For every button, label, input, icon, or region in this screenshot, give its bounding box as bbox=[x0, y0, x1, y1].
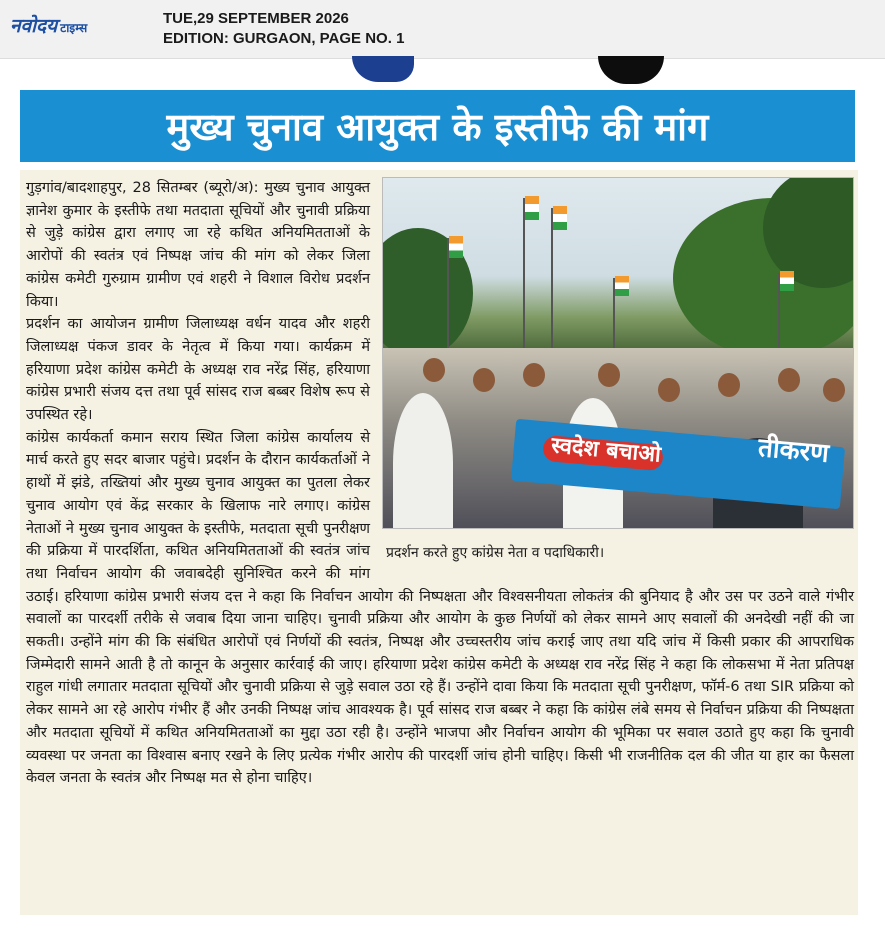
article-paragraph: प्रदर्शन का आयोजन ग्रामीण जिलाध्यक्ष वर्धन यादव और शहरी जिलाध्यक्ष पंकज डावर के नेतृत्व में किया गया। कार्यक्रम में हरियाणा प्रदेश कांग्रेस कमेटी के अध्यक्ष राव नरेंद्र सिंह, हरियाणा कांग्रेस प्रभारी संजय दत्त तथा पूर्व सांसद राज बब्बर विशेष रूप से उपस्थित रहे। bbox=[26, 316, 370, 424]
article-paragraph: कांग्रेस कार्यकर्ता कमान सराय स्थित जिला कांग्रेस कार्यालय से मार्च करते हुए सदर बाजार पहुंचे। प्रदर्शन के दौरान कार्यकर्ताओं ने हाथों में झंडे, तख्तियां और मुख्य चुनाव आयुक्त का पुतला लेकर चुनाव आयोग एवं केंद्र सरकार के खिलाफ नारे लगाए। कांग्रेस नेताओं ने मुख्य चुनाव आयुक्त के इस्तीफे, मतदाता सूची पुनरीक्षण की प्रक्रिया में पारदर्शिता, कथित अनियमितताओं की स्वतंत्र जांच तथा निर्वाचन आयोग की जवाबदेही सुनिश्चित करने की मांग उठाई। हरियाणा कांग्रेस प्रभारी संजय दत्त ने कहा कि निर्वाचन आयोग की निष्पक्षता और विश्वसनीयता लोकतंत्र की बुनियाद है और उस पर उठने वाले गंभीर सवालों का पारदर्शी तरीके से जवाब दिया जाना चाहिए। चुनावी प्रक्रिया और आयोग के कुछ निर्णयों को लेकर सामने आए सवालों की अनदेखी नहीं की जा सकती। उन्होंने मांग की कि संबंधित आरोपों एवं निर्णयों की स्वतंत्र, निष्पक्ष और उच्चस्तरीय जांच कराई जाए तथा यदि जांच में किसी प्रकार की आपराधिक जिम्मेदारी सामने आती है तो कानून के अनुसार कार्रवाई की जाए। हरियाणा प्रदेश कांग्रेस कमेटी के अध्यक्ष राव नरेंद्र सिंह ने कहा कि लोकसभा में नेता प्रतिपक्ष राहुल गांधी लगातार मतदाता सूचियों और चुनावी प्रक्रिया से जुड़े सवाल उठा रहे हैं। उन्होंने दावा किया कि मतदाता सूची पुनरीक्षण, फॉर्म-6 तथा SIR प्रक्रिया को लेकर सामने आ रहे आरोप गंभीर हैं और उनकी निष्पक्ष जांच आवश्यक है। पूर्व सांसद राज बब्बर ने कहा कि कांग्रेस लंबे समय से निर्वाचन प्रक्रिया की निष्पक्षता और मतदाता सूचियों में कथित अनियमितताओं का मुद्दा उठा रही है। उन्होंने भाजपा और निर्वाचन आयोग की भूमिका पर सवाल उठाते हुए कहा कि चुनावी व्यवस्था पर जनता का विश्वास बनाए रखने के लिए प्रत्येक गंभीर आरोप की पारदर्शी जांच होनी चाहिए। किसी भी राजनीतिक दल की जीत या हार का फैसला केवल जनता के स्वतंत्र और निष्पक्ष मत से होना चाहिए। bbox=[26, 429, 854, 787]
photo-caption: प्रदर्शन करते हुए कांग्रेस नेता व पदाधिकारी। bbox=[386, 545, 605, 561]
protest-photo[interactable] bbox=[382, 177, 854, 529]
flag-pole bbox=[523, 198, 525, 348]
person-white-kurta bbox=[393, 393, 453, 529]
person-head bbox=[658, 378, 680, 402]
logo-sub-text: टाइम्स bbox=[60, 21, 88, 35]
masthead-bar bbox=[0, 0, 885, 59]
person-head bbox=[823, 378, 845, 402]
edition-page: EDITION: GURGAON, PAGE NO. 1 bbox=[163, 30, 405, 47]
congress-flag bbox=[553, 206, 567, 230]
issue-date: TUE,29 SEPTEMBER 2026 bbox=[163, 10, 349, 27]
person-head bbox=[523, 363, 545, 387]
article-headline: मुख्य चुनाव आयुक्त के इस्तीफे की मांग bbox=[20, 90, 855, 162]
congress-flag bbox=[615, 276, 629, 296]
person-head bbox=[598, 363, 620, 387]
article-photo-block bbox=[382, 177, 854, 569]
person-head bbox=[718, 373, 740, 397]
previous-article-fragment bbox=[352, 56, 414, 82]
newspaper-logo[interactable] bbox=[10, 12, 87, 38]
banner-slogan: स्वदेश बचाओ bbox=[550, 433, 662, 468]
person-head bbox=[778, 368, 800, 392]
previous-article-fragment bbox=[598, 56, 664, 84]
congress-flag bbox=[525, 196, 539, 220]
banner-slogan-right: तीकरण bbox=[756, 432, 831, 470]
congress-flag bbox=[449, 236, 463, 258]
edition-info bbox=[163, 9, 404, 49]
logo-main-text: नवोदय bbox=[10, 15, 58, 37]
article-paragraph: गुड़गांव/बादशाहपुर, 28 सितम्बर (ब्यूरो/अ): मुख्य चुनाव आयुक्त ज्ञानेश कुमार के इस्तीफे तथा मतदाता सूचियों और चुनावी प्रक्रिया से जुड़े कांग्रेस द्वारा लगाए जा रहे कथित अनियमितताओं के आरोपों की स्वतंत्र एवं निष्पक्ष जांच की मांग को लेकर जिला कांग्रेस कमेटी गुरुग्राम ग्रामीण एवं शहरी ने विशाल विरोध प्रदर्शन किया। bbox=[26, 180, 370, 310]
congress-flag bbox=[780, 271, 794, 291]
person-head bbox=[473, 368, 495, 392]
person-head bbox=[423, 358, 445, 382]
article-body bbox=[26, 177, 854, 790]
